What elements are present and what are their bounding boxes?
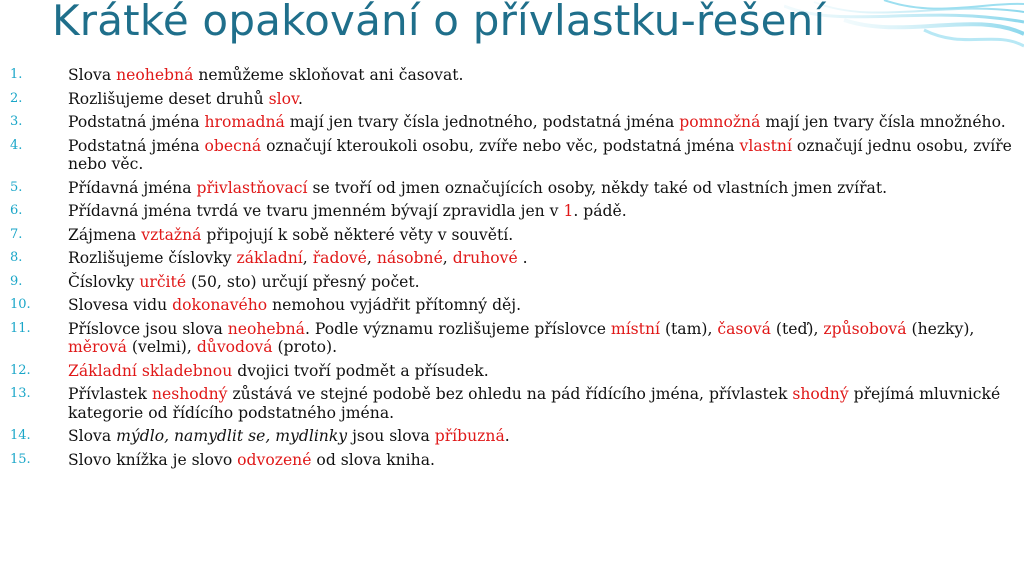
highlighted-term: neohebná: [116, 66, 194, 84]
highlighted-term: slov: [268, 89, 298, 108]
item-text: jsou slova: [347, 427, 435, 445]
item-text: (50, sto) určují přesný počet.: [186, 272, 420, 291]
highlighted-term: hromadná: [204, 113, 285, 131]
item-text: mají jen tvary čísla jednotného, podstatná jména: [284, 113, 680, 131]
item-text: Slova: [68, 66, 117, 84]
list-item: [0, 66, 1024, 85]
item-text: nemůžeme skloňovat ani časovat.: [193, 66, 464, 84]
item-text: označují kteroukoli osobu, zvíře nebo věc, podstatná jména: [261, 136, 740, 155]
list-item: [0, 320, 1024, 357]
highlighted-term: odvozené: [237, 450, 312, 469]
item-text: . Podle významu rozlišujeme příslovce: [304, 319, 611, 338]
list-item: [0, 427, 1024, 446]
item-text: Rozlišujeme číslovky: [68, 249, 237, 267]
list-item: [0, 137, 1024, 174]
item-number: 6.: [10, 203, 23, 218]
highlighted-term: 1: [563, 202, 574, 220]
list-item: [0, 362, 1024, 381]
item-number: 8.: [10, 250, 23, 265]
item-text: přejímá mluvnické kategorie od řídícího podstatného jména.: [68, 385, 1001, 422]
highlighted-term: přivlastňovací: [196, 178, 308, 197]
item-text: (tam),: [659, 319, 718, 338]
item-text: .: [504, 427, 510, 445]
list-item: [0, 226, 1024, 245]
item-text: od slova kniha.: [311, 450, 435, 469]
highlighted-term: shodný: [792, 385, 849, 403]
item-text: Zájmena: [68, 225, 142, 244]
highlighted-term: základní: [236, 249, 303, 267]
item-text: se tvoří od jmen označujících osoby, někdy také od vlastních jmen zvířat.: [307, 178, 888, 197]
highlighted-term: způsobová: [823, 319, 907, 338]
list-item: [0, 451, 1024, 470]
item-number: 3.: [10, 114, 23, 129]
item-text: (proto).: [272, 338, 338, 356]
italic-text: mýdlo, namydlit se, mydlinky: [116, 427, 348, 445]
item-text: Přídavná jména: [68, 178, 197, 197]
highlighted-term: druhové: [452, 249, 518, 267]
item-text: .: [517, 249, 528, 267]
highlighted-term: násobné: [376, 249, 443, 267]
item-number: 1.: [10, 67, 23, 82]
item-text: připojují k sobě některé věty v souvětí.: [201, 225, 514, 244]
item-text: (velmi),: [126, 338, 197, 356]
item-number: 14.: [10, 428, 31, 443]
item-number: 15.: [10, 451, 31, 467]
highlighted-term: obecná: [204, 136, 262, 155]
list-item: [0, 179, 1024, 198]
list-item: [0, 90, 1024, 109]
highlighted-term: vlastní: [739, 136, 792, 155]
highlighted-term: neohebná: [227, 319, 305, 338]
item-number: 2.: [10, 90, 23, 106]
item-text: nemohou vyjádřit přítomný děj.: [267, 296, 522, 314]
highlighted-term: příbuzná: [434, 427, 505, 445]
highlighted-term: určité: [139, 272, 187, 291]
highlighted-term: pomnožná: [679, 113, 761, 131]
highlighted-term: řadové: [312, 249, 367, 267]
highlighted-term: vztažná: [141, 225, 202, 244]
list-item: [0, 273, 1024, 292]
item-text: Přívlastek: [68, 385, 152, 403]
list-item: [0, 385, 1024, 422]
item-text: Rozlišujeme deset druhů: [68, 89, 269, 108]
item-text: Podstatná jména: [68, 136, 205, 155]
list-item: [0, 113, 1024, 132]
item-text: Příslovce jsou slova: [68, 319, 228, 338]
item-text: označují jednu osobu, zvíře nebo věc.: [68, 136, 1012, 173]
item-text: .: [297, 89, 303, 108]
highlighted-term: měrová: [68, 338, 127, 356]
item-number: 12.: [10, 362, 31, 378]
item-number: 10.: [10, 297, 31, 312]
item-number: 11.: [10, 320, 31, 336]
item-text: (teď),: [770, 319, 824, 338]
list-item: [0, 249, 1024, 268]
item-text: . pádě.: [573, 202, 627, 220]
item-text: ,: [442, 249, 453, 267]
highlighted-term: časová: [717, 319, 771, 338]
item-text: dvojici tvoří podmět a přísudek.: [232, 361, 489, 380]
answer-list: [0, 66, 1024, 474]
item-number: 4.: [10, 137, 23, 153]
item-text: ,: [302, 249, 313, 267]
item-text: ,: [366, 249, 377, 267]
item-number: 5.: [10, 179, 23, 195]
list-item: [0, 296, 1024, 315]
highlighted-term: dokonavého: [172, 296, 268, 314]
item-number: 13.: [10, 386, 31, 401]
item-text: zůstává ve stejné podobě bez ohledu na pád řídícího jména, přívlastek: [227, 385, 793, 403]
highlighted-term: Základní skladebnou: [68, 361, 233, 380]
item-text: (hezky),: [906, 319, 975, 338]
highlighted-term: neshodný: [151, 385, 228, 403]
item-text: mají jen tvary čísla množného.: [760, 113, 1006, 131]
item-number: 7.: [10, 226, 23, 242]
highlighted-term: důvodová: [196, 338, 273, 356]
item-text: Slova: [68, 427, 117, 445]
item-text: Přídavná jména tvrdá ve tvaru jmenném bývají zpravidla jen v: [68, 202, 564, 220]
item-text: Slovo knížka je slovo: [68, 450, 238, 469]
list-item: [0, 202, 1024, 221]
item-text: Podstatná jména: [68, 113, 205, 131]
item-text: Slovesa vidu: [68, 296, 173, 314]
item-number: 9.: [10, 273, 23, 289]
highlighted-term: místní: [610, 319, 660, 338]
item-text: Číslovky: [68, 272, 140, 291]
slide-title: Krátké opakování o přívlastku-řešení: [52, 0, 826, 45]
